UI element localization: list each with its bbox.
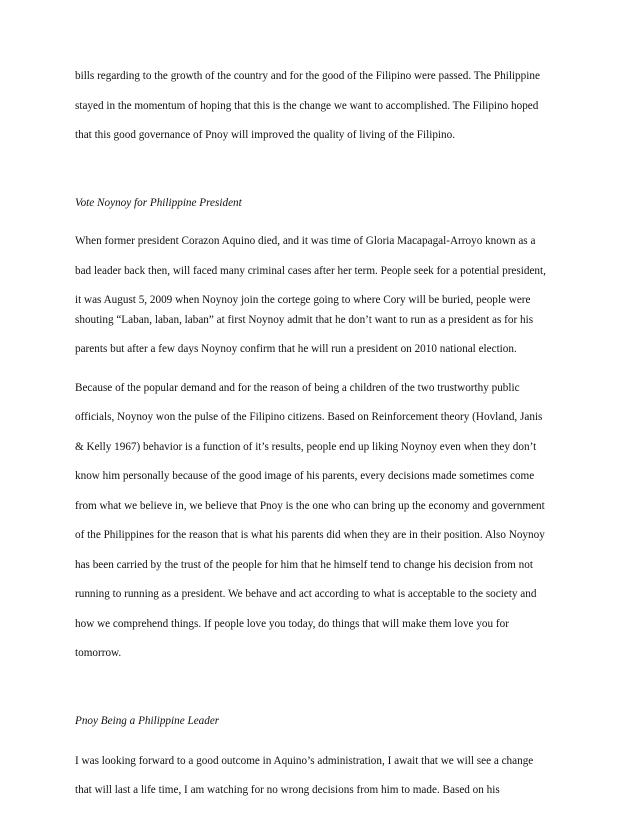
paragraph-line: When former president Corazon Aquino died, and it was time of Gloria Macapagal-Arroyo known as a: [75, 235, 536, 247]
paragraph-line: I was looking forward to a good outcome in Aquino’s administration, I await that we will see a change: [75, 755, 534, 767]
paragraph-line: from what we believe in, we believe that Pnoy is the one who can bring up the economy and government: [75, 500, 545, 512]
paragraph-line: Because of the popular demand and for the reason of being a children of the two trustworthy public: [75, 382, 520, 394]
paragraph-line: has been carried by the trust of the people for him that he himself tend to change his decision from not: [75, 559, 533, 571]
paragraph-line: parents but after a few days Noynoy confirm that he will run a president on 2010 national election.: [75, 343, 517, 355]
paragraph-line: know him personally because of the good image of his parents, every decisions made sometimes come: [75, 470, 535, 482]
paragraph-line: that will last a life time, I am watching for no wrong decisions from him to made. Based on his: [75, 784, 500, 796]
paragraph-line: bills regarding to the growth of the country and for the good of the Filipino were passed. The Philippine: [75, 70, 540, 82]
paragraph-line: running to running as a president. We behave and act according to what is acceptable to the society and: [75, 588, 537, 600]
paragraph-line: bad leader back then, will faced many criminal cases after her term. People seek for a potential president,: [75, 265, 546, 277]
section-heading: Vote Noynoy for Philippine President: [75, 197, 242, 209]
paragraph-line: how we comprehend things. If people love you today, do things that will make them love you for: [75, 618, 509, 630]
paragraph-line: that this good governance of Pnoy will improved the quality of living of the Filipino.: [75, 129, 456, 141]
paragraph-line: of the Philippines for the reason that is what his parents did when they are in their position. Also Noynoy: [75, 529, 545, 541]
paragraph-line: tomorrow.: [75, 647, 122, 659]
paragraph-line: it was August 5, 2009 when Noynoy join the cortege going to where Cory will be buried, people were: [75, 294, 531, 306]
section-heading: Pnoy Being a Philippine Leader: [75, 715, 220, 727]
paragraph-line: & Kelly 1967) behavior is a function of it’s results, people end up liking Noynoy even when they don’t: [75, 441, 537, 453]
paragraph-line: officials, Noynoy won the pulse of the Filipino citizens. Based on Reinforcement theory (Hovland, Janis: [75, 411, 543, 423]
paragraph-line: stayed in the momentum of hoping that this is the change we want to accomplished. The Filipino hoped: [75, 100, 539, 112]
paragraph-line: shouting “Laban, laban, laban” at first Noynoy admit that he don’t want to run as a president as for his: [75, 314, 534, 326]
